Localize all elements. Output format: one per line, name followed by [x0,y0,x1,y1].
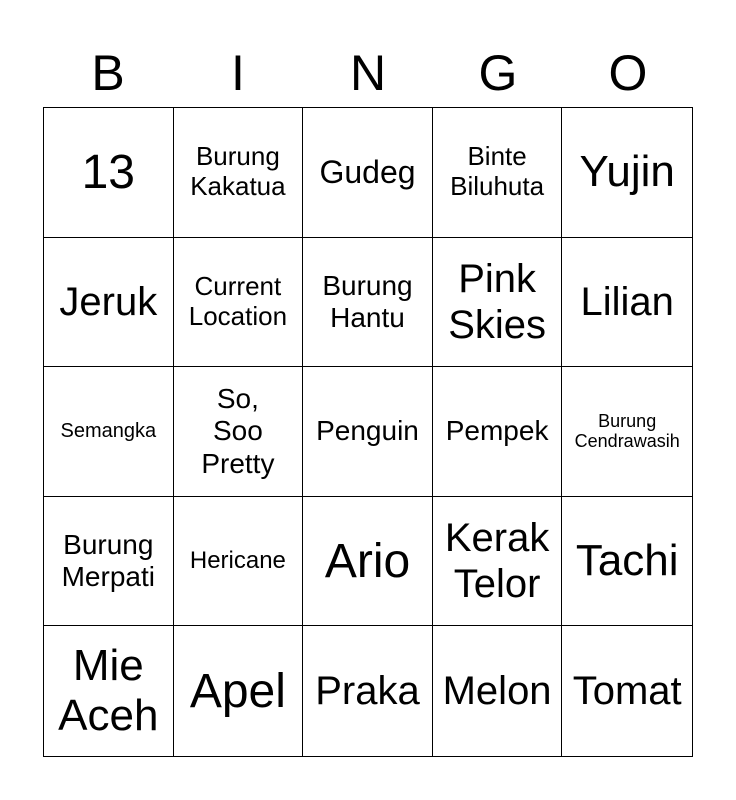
cell-text: Kerak Telor [444,516,550,607]
bingo-grid [43,107,693,757]
cell-text: Praka [315,669,420,714]
bingo-cell[interactable] [433,497,563,627]
header-letter-i: I [231,45,245,101]
bingo-header [43,40,693,106]
bingo-cell[interactable] [44,108,174,238]
header-letter-b: B [91,45,125,101]
bingo-cell[interactable] [562,108,692,238]
cell-text: Apel [189,664,286,718]
bingo-cell[interactable] [174,238,304,368]
bingo-cell[interactable] [44,238,174,368]
cell-text: Hericane [189,547,286,575]
cell-text: Melon [442,669,552,714]
header-letter-n: N [349,45,387,101]
cell-text: Yujin [579,147,675,196]
cell-text: Burung Hantu [322,269,413,333]
cell-text: Jeruk [59,279,158,324]
bingo-cell[interactable] [433,238,563,368]
cell-text: Mie Aceh [58,640,159,741]
bingo-cell[interactable] [303,238,433,368]
cell-text: Penguin [316,415,419,447]
bingo-cell[interactable] [562,238,692,368]
bingo-cell[interactable] [44,367,174,497]
header-letter-g: G [478,45,518,101]
bingo-cell[interactable] [433,108,563,238]
bingo-cell[interactable] [562,497,692,627]
bingo-cell[interactable] [174,497,304,627]
bingo-cell[interactable] [303,497,433,627]
bingo-cell[interactable] [433,367,563,497]
cell-text: Ario [324,534,411,588]
cell-text: So, Soo Pretty [201,383,275,479]
cell-text: 13 [81,145,135,199]
cell-text: Tachi [575,535,679,585]
bingo-cell[interactable] [44,497,174,627]
cell-text: Tomat [572,669,682,714]
cell-text: Burung Kakatua [190,141,286,202]
bingo-cell[interactable] [433,626,563,756]
bingo-cell[interactable] [174,626,304,756]
bingo-cell[interactable] [303,626,433,756]
cell-text: Semangka [60,419,157,442]
bingo-cell[interactable] [174,108,304,238]
bingo-cell[interactable] [303,367,433,497]
header-letter-o: O [608,45,648,101]
cell-text: Burung Cendrawasih [574,410,680,452]
bingo-cell[interactable] [44,626,174,756]
cell-text: Binte Biluhuta [450,141,545,202]
bingo-cell[interactable] [562,367,692,497]
cell-text: Pink Skies [448,256,546,347]
cell-text: Lilian [580,279,674,324]
cell-text: Current Location [188,271,288,331]
cell-text: Burung Merpati [61,528,155,593]
bingo-cell[interactable] [562,626,692,756]
bingo-cell[interactable] [174,367,304,497]
cell-text: Gudeg [319,153,416,190]
bingo-cell[interactable] [303,108,433,238]
cell-text: Pempek [445,415,549,447]
